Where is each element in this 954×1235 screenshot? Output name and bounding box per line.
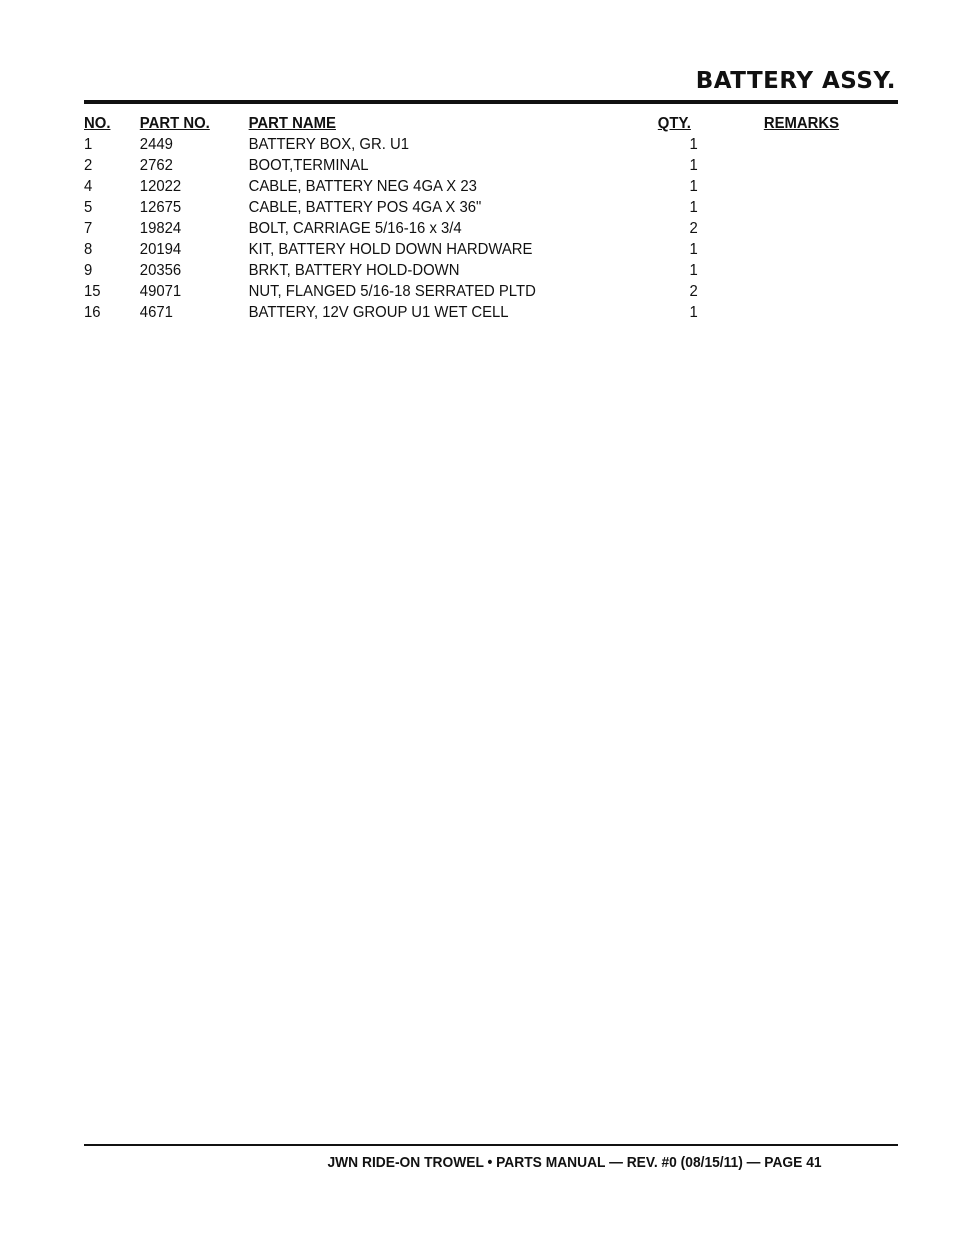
table-row bbox=[84, 281, 875, 302]
table-row bbox=[84, 302, 875, 323]
table-row bbox=[84, 176, 875, 197]
cell-no: 9 bbox=[84, 262, 93, 279]
cell-remarks bbox=[764, 302, 876, 323]
cell-no: 4 bbox=[84, 178, 93, 195]
cell-remarks bbox=[764, 197, 876, 218]
cell-remarks bbox=[764, 260, 876, 281]
cell-part-name: BOLT, CARRIAGE 5/16-16 x 3/4 bbox=[248, 220, 462, 237]
cell-part-no: 2762 bbox=[139, 157, 173, 174]
column-header-part-no: PART NO. bbox=[139, 115, 210, 132]
cell-no: 2 bbox=[84, 157, 93, 174]
cell-part-name: NUT, FLANGED 5/16-18 SERRATED PLTD bbox=[248, 283, 536, 300]
cell-part-name: BOOT,TERMINAL bbox=[248, 157, 369, 174]
cell-no: 5 bbox=[84, 199, 93, 216]
cell-qty: 1 bbox=[689, 136, 698, 153]
table-row bbox=[84, 218, 875, 239]
cell-part-no: 12675 bbox=[139, 199, 182, 216]
cell-part-name: CABLE, BATTERY NEG 4GA X 23 bbox=[248, 178, 477, 195]
cell-part-name: BATTERY, 12V GROUP U1 WET CELL bbox=[248, 304, 509, 321]
cell-part-name: BRKT, BATTERY HOLD-DOWN bbox=[248, 262, 460, 279]
cell-qty: 1 bbox=[689, 199, 698, 216]
column-header-qty: QTY. bbox=[657, 115, 691, 132]
cell-remarks bbox=[764, 239, 876, 260]
cell-qty: 2 bbox=[689, 220, 698, 237]
cell-remarks bbox=[764, 176, 876, 197]
cell-part-name: CABLE, BATTERY POS 4GA X 36" bbox=[248, 199, 482, 216]
table-header-row bbox=[84, 113, 875, 134]
cell-part-no: 12022 bbox=[139, 178, 182, 195]
table-row bbox=[84, 239, 875, 260]
cell-qty: 1 bbox=[689, 304, 698, 321]
column-header-remarks: REMARKS bbox=[763, 115, 840, 132]
cell-part-no: 20356 bbox=[139, 262, 182, 279]
cell-no: 16 bbox=[84, 304, 101, 321]
cell-part-no: 49071 bbox=[139, 283, 182, 300]
cell-part-no: 19824 bbox=[139, 220, 182, 237]
cell-qty: 1 bbox=[689, 262, 698, 279]
cell-qty: 1 bbox=[689, 178, 698, 195]
cell-qty: 1 bbox=[689, 241, 698, 258]
parts-table bbox=[84, 113, 875, 323]
footer-divider bbox=[84, 1144, 898, 1146]
cell-qty: 2 bbox=[689, 283, 698, 300]
title-divider bbox=[84, 100, 898, 104]
cell-remarks bbox=[764, 281, 876, 302]
cell-part-name: KIT, BATTERY HOLD DOWN HARDWARE bbox=[248, 241, 533, 258]
cell-part-name: BATTERY BOX, GR. U1 bbox=[248, 136, 410, 153]
cell-no: 1 bbox=[84, 136, 93, 153]
page-footer bbox=[84, 1152, 898, 1174]
cell-no: 7 bbox=[84, 220, 93, 237]
page-title: BATTERY ASSY. bbox=[695, 68, 896, 94]
footer-label: JWN RIDE-ON TROWEL • PARTS MANUAL — REV. #0 (08/15/11) — PAGE 41 bbox=[327, 1154, 823, 1171]
cell-remarks bbox=[764, 155, 876, 176]
cell-part-no: 4671 bbox=[139, 304, 173, 321]
cell-qty: 1 bbox=[689, 157, 698, 174]
column-header-part-name: PART NAME bbox=[248, 115, 336, 132]
cell-part-no: 20194 bbox=[139, 241, 182, 258]
table-row bbox=[84, 260, 875, 281]
cell-no: 8 bbox=[84, 241, 93, 258]
cell-remarks bbox=[764, 218, 876, 239]
parts-table-body bbox=[84, 134, 875, 323]
cell-remarks bbox=[764, 134, 876, 155]
cell-no: 15 bbox=[84, 283, 101, 300]
cell-part-no: 2449 bbox=[139, 136, 173, 153]
column-header-no: NO. bbox=[84, 115, 111, 132]
table-row bbox=[84, 134, 875, 155]
table-row bbox=[84, 197, 875, 218]
table-row bbox=[84, 155, 875, 176]
